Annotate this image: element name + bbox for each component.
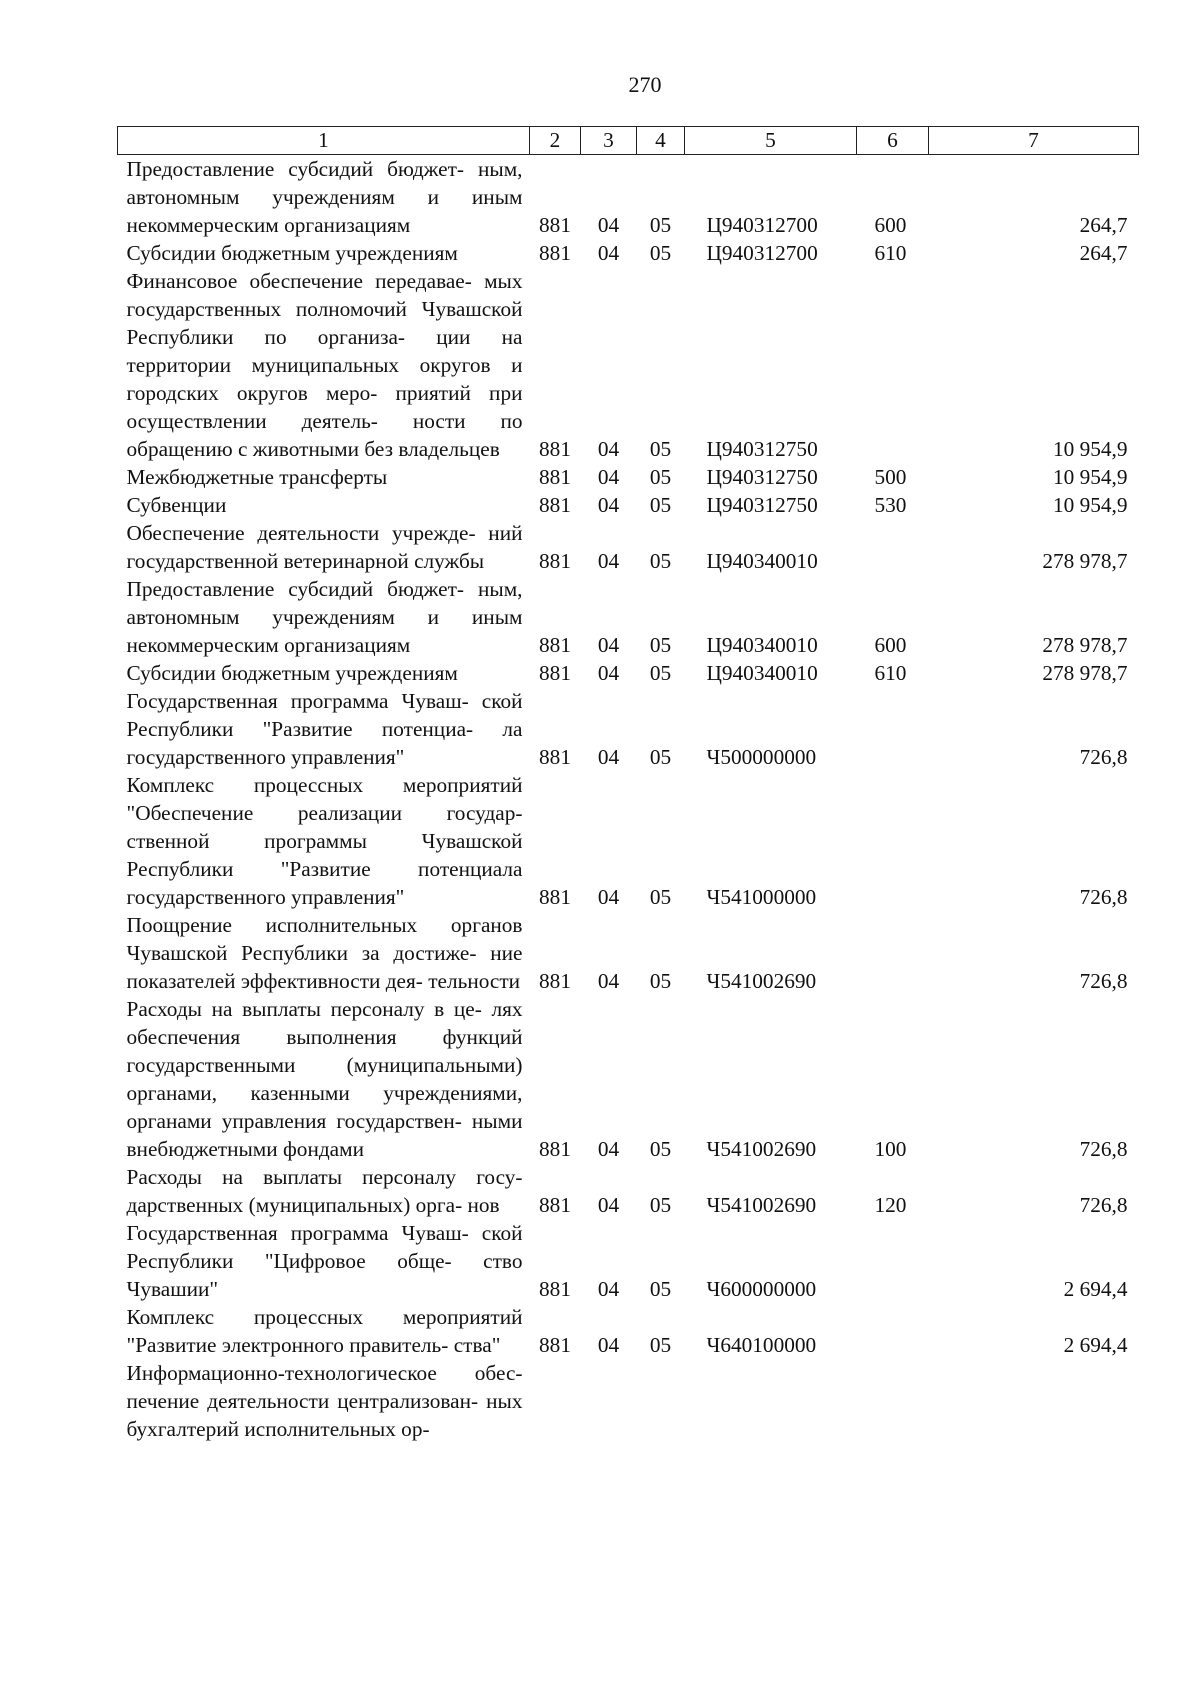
section-code-cell: 04 <box>597 885 620 909</box>
target-article-cell: Ч541002690 <box>706 969 817 993</box>
subsection-code-cell <box>637 1359 685 1443</box>
amount-cell: 726,8 <box>1079 745 1128 769</box>
amount-cell: 10 954,9 <box>1052 437 1128 461</box>
item-name-line: ных бухгалтерий исполнительных ор- <box>126 1389 523 1441</box>
item-name-cell <box>118 575 530 659</box>
section-code-cell <box>581 1359 637 1443</box>
item-name-line: Расходы на выплаты персоналу госу- <box>126 1165 523 1189</box>
item-name-line: ства" <box>453 1333 501 1357</box>
expense-type-cell <box>857 267 929 463</box>
ministry-code-cell: 881 <box>539 1277 571 1301</box>
header-cell-5: 5 <box>685 127 857 155</box>
amount-cell: 10 954,9 <box>1052 493 1128 517</box>
amount-cell: 264,7 <box>1079 241 1128 265</box>
target-article-cell: Ч500000000 <box>706 745 817 769</box>
table-row <box>118 771 1139 911</box>
item-name-cell <box>118 1359 530 1443</box>
item-name-line: ство Чувашии" <box>126 1249 523 1301</box>
page-number: 270 <box>628 72 662 97</box>
item-name-cell <box>118 1219 530 1303</box>
item-name-line: нов <box>467 1193 500 1217</box>
ministry-code-cell: 881 <box>539 437 571 461</box>
item-name-cell <box>118 239 530 267</box>
table-body <box>118 155 1139 1444</box>
ministry-code-cell: 881 <box>539 633 571 657</box>
item-name-cell <box>118 995 530 1163</box>
expense-type-cell <box>857 911 929 995</box>
ministry-code-cell: 881 <box>539 493 571 517</box>
subsection-code-cell: 05 <box>649 493 672 517</box>
subsection-code-cell: 05 <box>649 1137 672 1161</box>
expense-type-cell <box>857 519 929 575</box>
subsection-code-cell: 05 <box>649 969 672 993</box>
subsection-code-cell: 05 <box>649 241 672 265</box>
subsection-code-cell: 05 <box>649 549 672 573</box>
amount-cell <box>929 1359 1139 1443</box>
item-name-line: ской Республики "Развитие потенциа- <box>126 689 523 741</box>
table-row <box>118 239 1139 267</box>
header-cell-3: 3 <box>581 127 637 155</box>
item-name-line: Субвенции <box>126 493 227 517</box>
target-article-cell <box>685 1359 857 1443</box>
table-row <box>118 1163 1139 1219</box>
item-name-line: ской Республики "Цифровое обще- <box>126 1221 523 1273</box>
item-name-cell <box>118 911 530 995</box>
header-cell-1: 1 <box>118 127 530 155</box>
item-name-line: лях обеспечения выполнения функций <box>126 997 523 1049</box>
section-code-cell: 04 <box>597 633 620 657</box>
item-name-line: Предоставление субсидий бюджет- <box>126 157 464 181</box>
ministry-code-cell: 881 <box>539 885 571 909</box>
header-cell-2: 2 <box>530 127 581 155</box>
item-name-cell <box>118 267 530 463</box>
item-name-cell <box>118 1303 530 1359</box>
target-article-cell: Ц940340010 <box>706 549 818 573</box>
header-cell-4: 4 <box>637 127 685 155</box>
subsection-code-cell: 05 <box>649 1277 672 1301</box>
table-row <box>118 687 1139 771</box>
section-code-cell: 04 <box>597 437 620 461</box>
section-code-cell: 04 <box>597 1333 620 1357</box>
item-name-cell <box>118 155 530 240</box>
amount-cell: 2 694,4 <box>1063 1333 1128 1357</box>
item-name-cell <box>118 771 530 911</box>
item-name-line: Межбюджетные трансферты <box>126 465 388 489</box>
item-name-line: ции на территории муниципальных <box>126 325 523 377</box>
item-name-line: мых государственных полномочий <box>126 269 523 321</box>
amount-cell: 726,8 <box>1079 969 1128 993</box>
ministry-code-cell: 881 <box>539 969 571 993</box>
section-code-cell: 04 <box>597 1193 620 1217</box>
subsection-code-cell: 05 <box>649 745 672 769</box>
expense-type-cell <box>857 1303 929 1359</box>
ministry-code-cell: 881 <box>539 1137 571 1161</box>
ministry-code-cell: 881 <box>539 1193 571 1217</box>
item-name-line: Комплекс процессных мероприятий <box>126 773 523 797</box>
item-name-line: Государственная программа Чуваш- <box>126 689 469 713</box>
item-name-line: тельности <box>428 969 521 993</box>
amount-cell: 10 954,9 <box>1052 465 1128 489</box>
amount-cell: 726,8 <box>1079 1137 1128 1161</box>
item-name-line: ным, автономным учреждениям и <box>126 157 523 209</box>
amount-cell: 278 978,7 <box>1042 661 1128 685</box>
table-header <box>118 127 1139 155</box>
amount-cell: 726,8 <box>1079 885 1128 909</box>
header-cell-7: 7 <box>929 127 1139 155</box>
item-name-line: Финансовое обеспечение передавае- <box>126 269 472 293</box>
item-name-line: приятий при осуществлении деятель- <box>126 381 523 433</box>
expense-type-cell: 100 <box>874 1137 907 1161</box>
item-name-cell <box>118 463 530 491</box>
target-article-cell: Ч640100000 <box>706 1333 817 1357</box>
ministry-code-cell: 881 <box>539 1333 571 1357</box>
expense-type-cell <box>857 771 929 911</box>
item-name-line: ние показателей эффективности дея- <box>126 941 523 993</box>
target-article-cell: Ч541000000 <box>706 885 817 909</box>
table-row <box>118 1303 1139 1359</box>
expense-type-cell <box>857 1359 929 1443</box>
target-article-cell: Ч600000000 <box>706 1277 817 1301</box>
item-name-cell <box>118 659 530 687</box>
ministry-code-cell: 881 <box>539 661 571 685</box>
section-code-cell: 04 <box>597 661 620 685</box>
item-name-line: без владельцев <box>364 437 500 461</box>
table-row <box>118 267 1139 463</box>
item-name-line: Информационно-технологическое обес- <box>126 1361 523 1385</box>
expense-type-cell: 600 <box>874 213 907 237</box>
item-name-line: Расходы на выплаты персоналу в це- <box>126 997 482 1021</box>
item-name-line: "Обеспечение реализации государ- <box>126 801 523 825</box>
ministry-code-cell: 881 <box>539 465 571 489</box>
item-name-line: ности по обращению с животными <box>126 409 523 461</box>
header-row <box>118 127 1139 155</box>
ministry-code-cell: 881 <box>539 549 571 573</box>
item-name-cell <box>118 491 530 519</box>
section-code-cell: 04 <box>597 745 620 769</box>
target-article-cell: Ц940340010 <box>706 633 818 657</box>
item-name-line: Предоставление субсидий бюджет- <box>126 577 464 601</box>
amount-cell: 726,8 <box>1079 1193 1128 1217</box>
amount-cell: 278 978,7 <box>1042 633 1128 657</box>
item-name-line: "Развитие электронного правитель- <box>126 1333 449 1357</box>
subsection-code-cell: 05 <box>649 661 672 685</box>
target-article-cell: Ц940340010 <box>706 661 818 685</box>
item-name-line: дарственных (муниципальных) орга- <box>126 1193 463 1217</box>
item-name-line: ла государственного управления" <box>126 717 523 769</box>
item-name-line: ственной программы Чувашской <box>126 829 523 853</box>
table-row <box>118 463 1139 491</box>
target-article-cell: Ц940312750 <box>706 465 818 489</box>
table-row <box>118 491 1139 519</box>
item-name-line: Республики "Развитие потенциала <box>126 857 523 881</box>
table-row <box>118 911 1139 995</box>
target-article-cell: Ц940312700 <box>706 241 818 265</box>
table-row <box>118 1219 1139 1303</box>
subsection-code-cell: 05 <box>649 437 672 461</box>
item-name-line: Поощрение исполнительных органов <box>126 913 523 937</box>
section-code-cell: 04 <box>597 465 620 489</box>
target-article-cell: Ч541002690 <box>706 1137 817 1161</box>
section-code-cell: 04 <box>597 241 620 265</box>
item-name-line: Обеспечение деятельности учрежде- <box>126 521 476 545</box>
table-row <box>118 1359 1139 1443</box>
target-article-cell: Ц940312750 <box>706 493 818 517</box>
expense-type-cell: 500 <box>874 465 907 489</box>
section-code-cell: 04 <box>597 549 620 573</box>
item-name-line: Субсидии бюджетным учреждениям <box>126 661 458 685</box>
table-row <box>118 995 1139 1163</box>
ministry-code-cell: 881 <box>539 745 571 769</box>
subsection-code-cell: 05 <box>649 633 672 657</box>
item-name-line: округов и городских округов меро- <box>126 353 523 405</box>
item-name-cell <box>118 1163 530 1219</box>
amount-cell: 278 978,7 <box>1042 549 1128 573</box>
item-name-line: Чувашской Республики по организа- <box>126 297 523 349</box>
expense-type-cell: 600 <box>874 633 907 657</box>
ministry-code-cell: 881 <box>539 213 571 237</box>
item-name-line: иным некоммерческим организациям <box>126 185 523 237</box>
table-row <box>118 155 1139 240</box>
target-article-cell: Ч541002690 <box>706 1193 817 1217</box>
budget-table <box>117 126 1139 1443</box>
subsection-code-cell: 05 <box>649 1333 672 1357</box>
table-row <box>118 519 1139 575</box>
table-row <box>118 659 1139 687</box>
header-cell-6: 6 <box>857 127 929 155</box>
expense-type-cell: 530 <box>874 493 907 517</box>
ministry-code-cell: 881 <box>539 241 571 265</box>
item-name-line: Государственная программа Чуваш- <box>126 1221 469 1245</box>
item-name-line: Чувашской Республики за достиже- <box>126 941 477 965</box>
table-row <box>118 575 1139 659</box>
item-name-line: ными внебюджетными фондами <box>126 1109 523 1161</box>
expense-type-cell: 120 <box>874 1193 907 1217</box>
item-name-cell <box>118 687 530 771</box>
subsection-code-cell: 05 <box>649 465 672 489</box>
target-article-cell: Ц940312700 <box>706 213 818 237</box>
item-name-line: государственными (муниципальными) <box>126 1053 523 1077</box>
expense-type-cell: 610 <box>874 241 907 265</box>
item-name-line: органами управления государствен- <box>126 1109 462 1133</box>
subsection-code-cell: 05 <box>649 213 672 237</box>
subsection-code-cell: 05 <box>649 1193 672 1217</box>
item-name-line: печение деятельности централизован- <box>126 1389 479 1413</box>
ministry-code-cell <box>530 1359 581 1443</box>
item-name-line: ний государственной ветеринарной <box>126 521 523 573</box>
amount-cell: 264,7 <box>1079 213 1128 237</box>
item-name-cell <box>118 519 530 575</box>
section-code-cell: 04 <box>597 1277 620 1301</box>
item-name-line: Субсидии бюджетным учреждениям <box>126 241 458 265</box>
expense-type-cell: 610 <box>874 661 907 685</box>
item-name-line: государственного управления" <box>126 885 405 909</box>
expense-type-cell <box>857 687 929 771</box>
subsection-code-cell: 05 <box>649 885 672 909</box>
section-code-cell: 04 <box>597 493 620 517</box>
expense-type-cell <box>857 1219 929 1303</box>
item-name-line: ным, автономным учреждениям и <box>126 577 523 629</box>
section-code-cell: 04 <box>597 1137 620 1161</box>
item-name-line: службы <box>414 549 485 573</box>
item-name-line: Комплекс процессных мероприятий <box>126 1305 523 1329</box>
section-code-cell: 04 <box>597 213 620 237</box>
section-code-cell: 04 <box>597 969 620 993</box>
target-article-cell: Ц940312750 <box>706 437 818 461</box>
item-name-line: иным некоммерческим организациям <box>126 605 523 657</box>
amount-cell: 2 694,4 <box>1063 1277 1128 1301</box>
item-name-line: органами, казенными учреждениями, <box>126 1081 523 1105</box>
